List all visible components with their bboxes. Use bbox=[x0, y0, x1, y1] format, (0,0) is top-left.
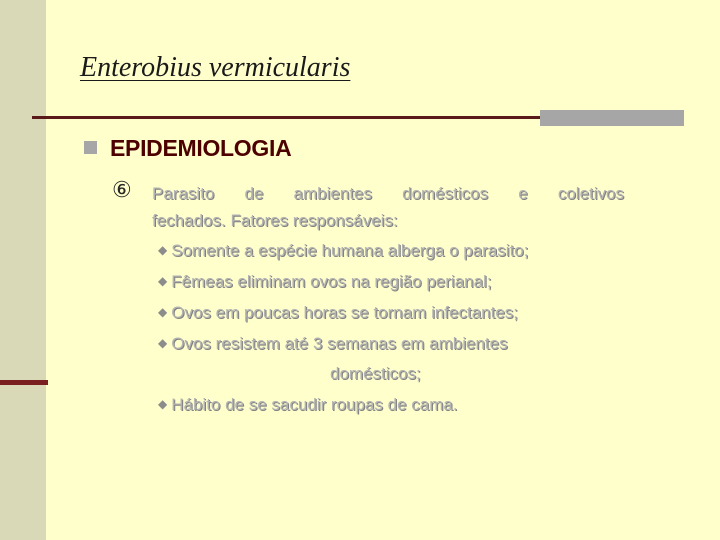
slide-title: Enterobius vermicularis bbox=[80, 52, 351, 83]
intro-line-1: Parasito de ambientes domésticos e coletivos bbox=[152, 184, 624, 203]
diamond-bullet-icon: ◆ bbox=[158, 243, 168, 257]
title-rule-gray-block bbox=[540, 110, 684, 126]
title-underline-rule bbox=[32, 116, 540, 119]
list-item-text: Somente a espécie humana alberga o parasito; bbox=[171, 241, 529, 260]
circled-number-six-icon: ⑥ bbox=[112, 177, 132, 202]
section-heading: EPIDEMIOLOGIA bbox=[110, 135, 292, 161]
list-item bbox=[158, 328, 628, 359]
intro-paragraph bbox=[152, 180, 624, 234]
list-item-text: Hábito de se sacudir roupas de cama. bbox=[171, 395, 458, 414]
diamond-bullet-icon: ◆ bbox=[158, 397, 168, 411]
list-item-text: Ovos em poucas horas se tornam infectantes; bbox=[171, 303, 519, 322]
left-bar-accent-line bbox=[0, 380, 48, 385]
list-item bbox=[158, 266, 628, 297]
diamond-bullet-icon: ◆ bbox=[158, 274, 168, 288]
list-item bbox=[158, 297, 628, 328]
list-item-continuation: domésticos; bbox=[330, 364, 421, 383]
intro-line-2: fechados. Fatores responsáveis: bbox=[152, 211, 398, 230]
list-item bbox=[158, 389, 628, 420]
diamond-bullet-icon: ◆ bbox=[158, 336, 168, 350]
list-item-text: Ovos resistem até 3 semanas em ambientes bbox=[171, 334, 508, 353]
list-item bbox=[158, 235, 628, 266]
list-item-text: Fêmeas eliminam ovos na região perianal; bbox=[171, 272, 492, 291]
factors-list bbox=[158, 235, 628, 420]
heading-bullet-square-icon bbox=[84, 141, 97, 154]
diamond-bullet-icon: ◆ bbox=[158, 305, 168, 319]
left-decorative-bar bbox=[0, 0, 46, 540]
